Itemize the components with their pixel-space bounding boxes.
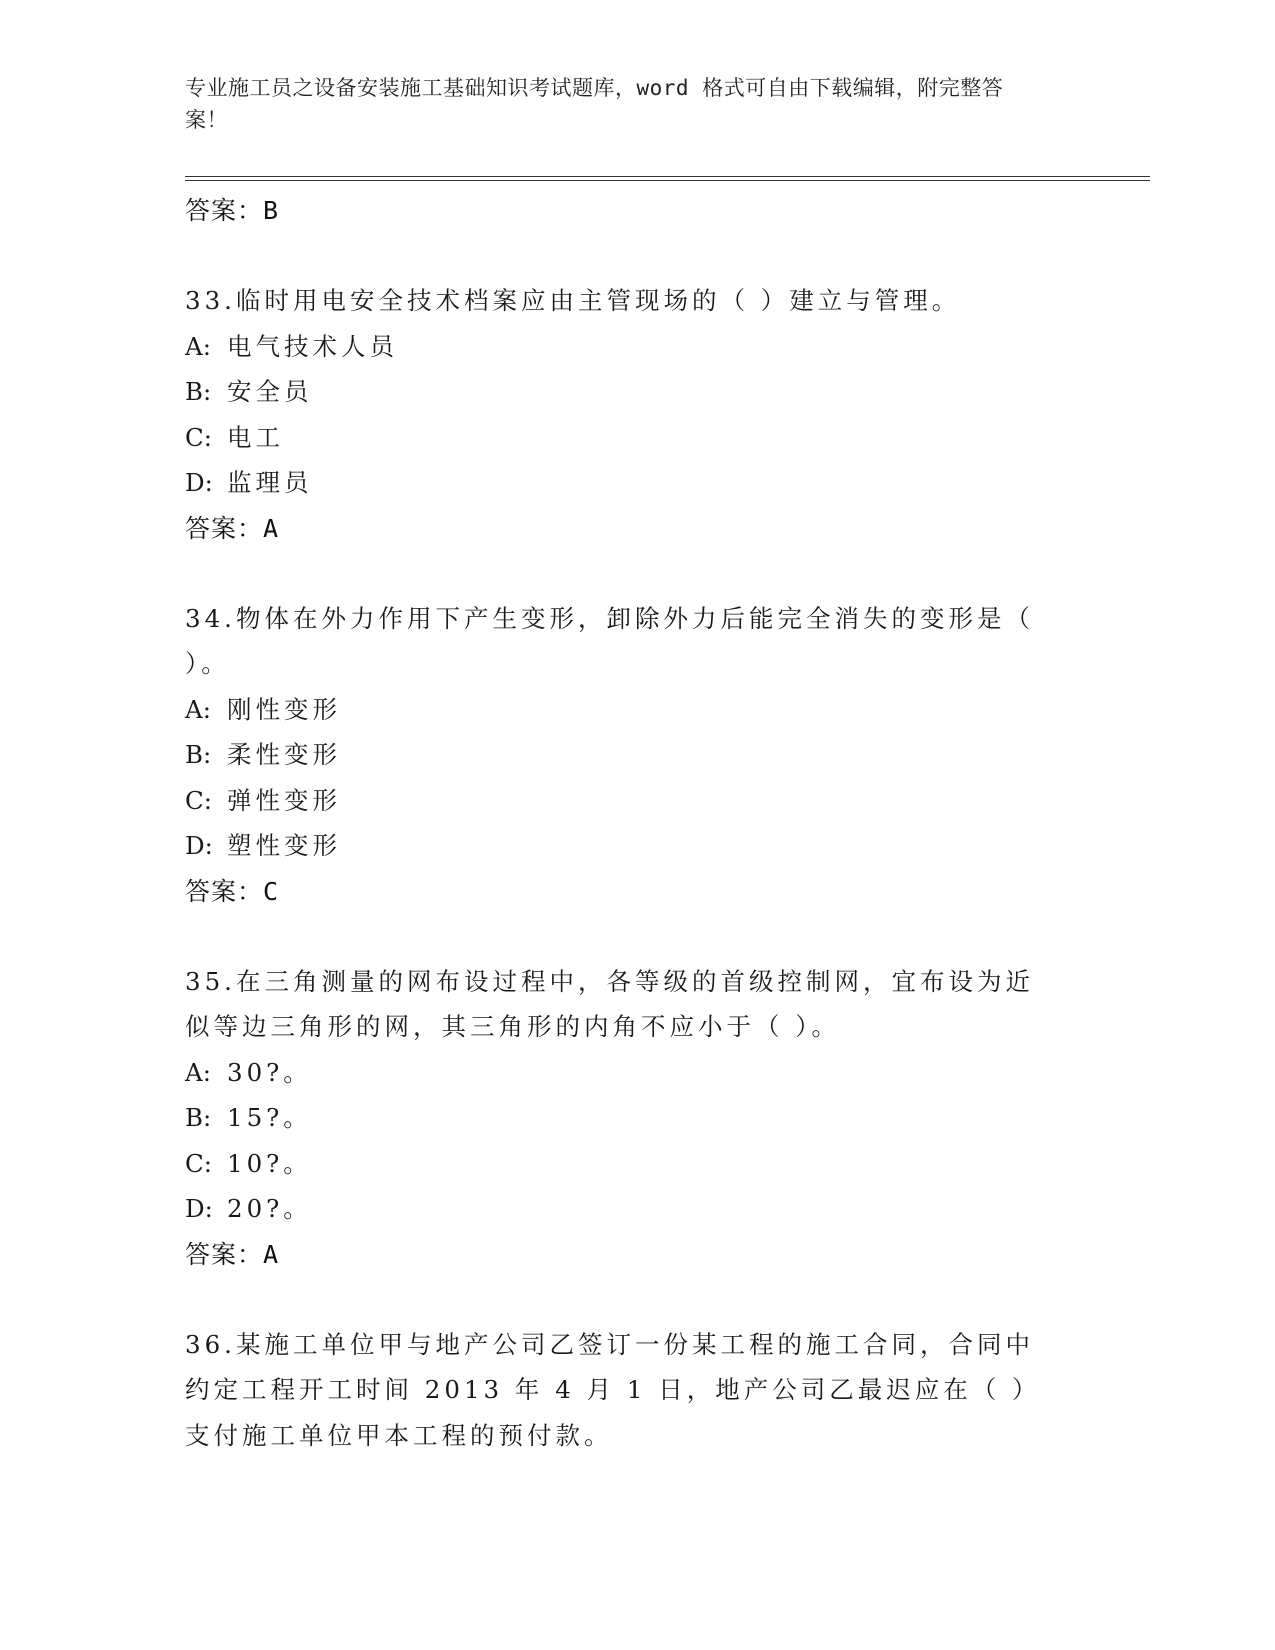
option-text: 30?。 bbox=[227, 1057, 312, 1087]
option-text: 弹性变形 bbox=[227, 785, 341, 815]
option-text: 监理员 bbox=[227, 468, 313, 497]
question-35 bbox=[185, 959, 1055, 1278]
answer-line: 答案：A bbox=[185, 513, 280, 543]
header-divider bbox=[185, 176, 1150, 181]
option-b bbox=[185, 369, 1055, 415]
option-c bbox=[185, 1141, 1055, 1187]
option-a bbox=[185, 324, 1055, 370]
question-stem: 36.某施工单位甲与地产公司乙签订一份某工程的施工合同，合同中约定工程开工时间 2013 年 4 月 1 日，地产公司乙最迟应在（ ）支付施工单位甲本工程的预付款。 bbox=[185, 1329, 1041, 1450]
option-letter: B: bbox=[185, 377, 212, 406]
question-stem: 33.临时用电安全技术档案应由主管现场的（ ）建立与管理。 bbox=[185, 286, 961, 315]
option-text: 20?。 bbox=[227, 1194, 312, 1223]
option-d bbox=[185, 460, 1055, 506]
option-d bbox=[185, 823, 1055, 869]
option-letter: C: bbox=[185, 785, 213, 815]
option-text: 塑性变形 bbox=[227, 831, 341, 860]
question-stem: 34.物体在外力作用下产生变形，卸除外力后能完全消失的变形是（ ）。 bbox=[185, 603, 1034, 678]
option-letter: B: bbox=[185, 1103, 212, 1132]
question-36 bbox=[185, 1322, 1055, 1459]
option-letter: C: bbox=[185, 1148, 213, 1178]
option-text: 15?。 bbox=[227, 1103, 312, 1132]
question-stem: 35.在三角测量的网布设过程中，各等级的首级控制网，宜布设为近似等边三角形的网，其三角形的内角不应小于（ ）。 bbox=[185, 966, 1034, 1041]
option-letter: C: bbox=[185, 422, 213, 452]
option-text: 电气技术人员 bbox=[227, 331, 398, 361]
option-letter: D: bbox=[185, 468, 213, 497]
option-b bbox=[185, 1095, 1055, 1141]
option-text: 刚性变形 bbox=[227, 694, 341, 724]
option-letter: A: bbox=[185, 331, 211, 361]
question-34 bbox=[185, 596, 1055, 915]
option-d bbox=[185, 1186, 1055, 1232]
option-letter: B: bbox=[185, 740, 212, 769]
option-text: 安全员 bbox=[227, 377, 313, 406]
option-letter: D: bbox=[185, 831, 213, 860]
option-c bbox=[185, 415, 1055, 461]
document-header: 专业施工员之设备安装施工基础知识考试题库，word 格式可自由下载编辑，附完整答案！ bbox=[185, 76, 1004, 132]
option-text: 10?。 bbox=[227, 1148, 312, 1178]
answer-line: 答案：C bbox=[185, 876, 280, 906]
answer-line: 答案：A bbox=[185, 1239, 280, 1269]
option-letter: D: bbox=[185, 1194, 213, 1223]
option-text: 电工 bbox=[227, 422, 284, 452]
option-letter: A: bbox=[185, 1057, 211, 1087]
option-letter: A: bbox=[185, 694, 211, 724]
answer-line: 答案：B bbox=[185, 196, 280, 225]
question-33 bbox=[185, 278, 1055, 552]
option-c bbox=[185, 778, 1055, 824]
option-a bbox=[185, 687, 1055, 733]
question-list bbox=[185, 188, 1055, 1458]
option-text: 柔性变形 bbox=[227, 740, 341, 769]
option-b bbox=[185, 732, 1055, 778]
option-a bbox=[185, 1050, 1055, 1096]
